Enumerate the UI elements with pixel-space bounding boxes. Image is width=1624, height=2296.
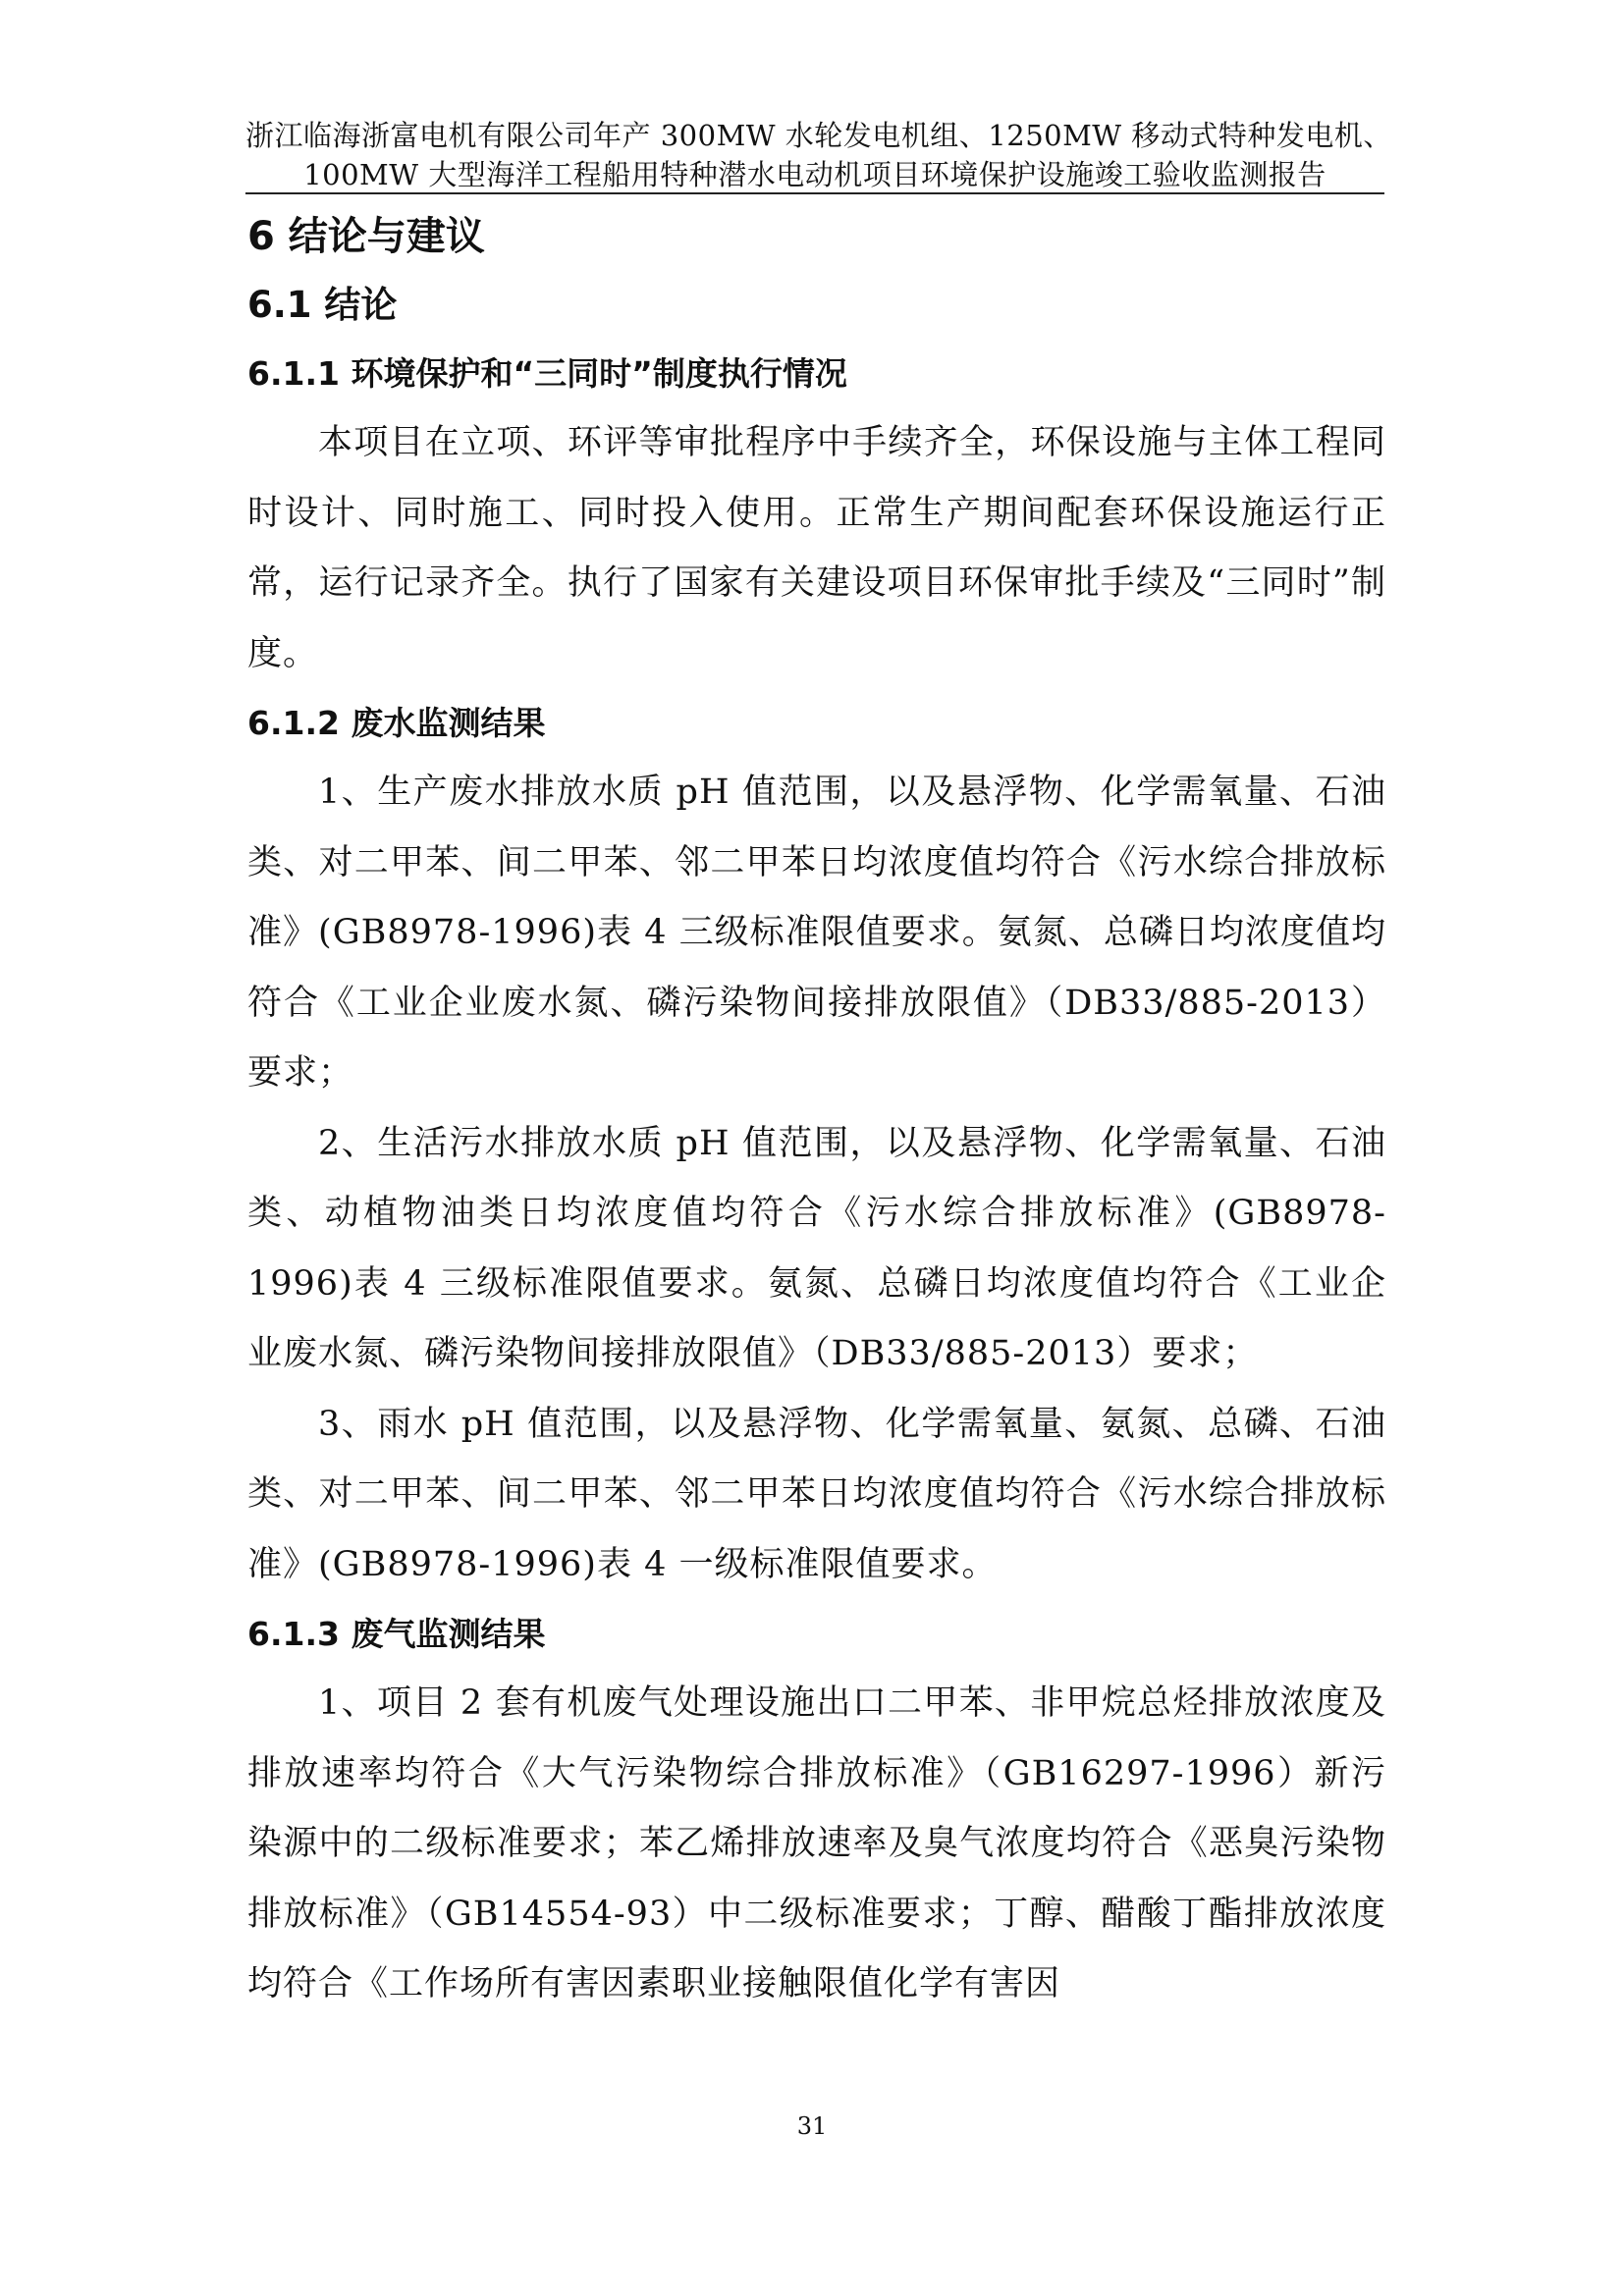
paragraph-rainwater: 3、雨水 pH 值范围，以及悬浮物、化学需氧量、氨氮、总磷、石油类、对二甲苯、间二甲苯、邻二甲苯日均浓度值均符合《污水综合排放标准》(GB8978-1996)表 4 一级标准限值要求。	[247, 1404, 1386, 1584]
header-line-1: 浙江临海浙富电机有限公司年产 300MW 水轮发电机组、1250MW 移动式特种发电机、	[245, 119, 1392, 152]
running-header	[245, 116, 1392, 194]
section-title: 6.1 结论	[247, 284, 398, 326]
chapter-title: 6 结论与建议	[247, 214, 485, 259]
header-divider	[245, 192, 1384, 194]
subsection-title-6-1-2: 6.1.2 废水监测结果	[247, 704, 546, 742]
paragraph-exhaust-gas: 1、项目 2 套有机废气处理设施出口二甲苯、非甲烷总烃排放浓度及排放速率均符合《大气污染物综合排放标准》（GB16297-1996）新污染源中的二级标准要求；苯乙烯排放速率及臭气浓度均符合《恶臭污染物排放标准》（GB14554-93）中二级标准要求；丁醇、醋酸丁酯排放浓度均符合《工作场所有害因素职业接触限值化学有害因	[247, 1683, 1386, 2003]
main-content	[247, 202, 1386, 2020]
paragraph-three-simultaneous: 本项目在立项、环评等审批程序中手续齐全，环保设施与主体工程同时设计、同时施工、同时投入使用。正常生产期间配套环保设施运行正常，运行记录齐全。执行了国家有关建设项目环保审批手续及“三同时”制度。	[247, 423, 1386, 673]
page-number: 31	[796, 2112, 828, 2140]
paragraph-domestic-sewage: 2、生活污水排放水质 pH 值范围，以及悬浮物、化学需氧量、石油类、动植物油类日均浓度值均符合《污水综合排放标准》(GB8978-1996)表 4 三级标准限值要求。氨氮、总磷日均浓度值均符合《工业企业废水氮、磷污染物间接排放限值》（DB33/885-2013）要求；	[247, 1123, 1386, 1373]
subsection-title-6-1-3: 6.1.3 废气监测结果	[247, 1615, 546, 1653]
header-line-2: 100MW 大型海洋工程船用特种潜水电动机项目环境保护设施竣工验收监测报告	[303, 158, 1326, 191]
subsection-title-6-1-1: 6.1.1 环境保护和“三同时”制度执行情况	[247, 354, 847, 393]
paragraph-production-wastewater: 1、生产废水排放水质 pH 值范围，以及悬浮物、化学需氧量、石油类、对二甲苯、间二甲苯、邻二甲苯日均浓度值均符合《污水综合排放标准》(GB8978-1996)表 4 三级标准限值要求。氨氮、总磷日均浓度值均符合《工业企业废水氮、磷污染物间接排放限值》（DB33/885-2013）要求；	[247, 773, 1386, 1093]
